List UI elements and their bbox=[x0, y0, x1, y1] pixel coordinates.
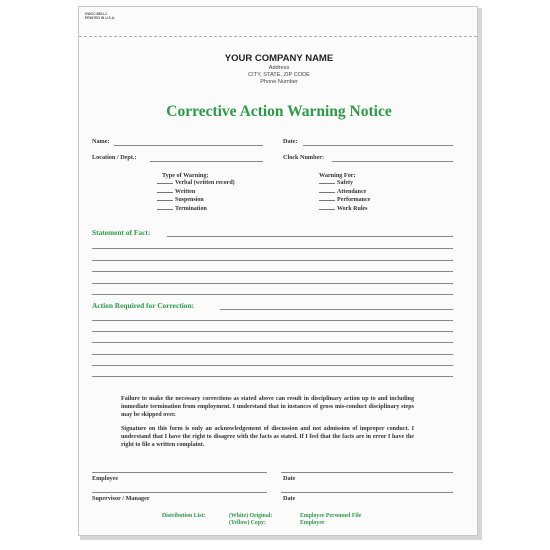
reason-option[interactable]: Safety bbox=[319, 179, 370, 188]
checkbox-blank[interactable] bbox=[157, 200, 173, 201]
type-option[interactable]: Verbal (written record) bbox=[157, 179, 235, 188]
statement-line[interactable] bbox=[92, 283, 453, 284]
warning-for-list bbox=[319, 179, 370, 213]
location-field[interactable] bbox=[150, 161, 263, 162]
supervisor-date-label: Date bbox=[283, 495, 296, 502]
checkbox-blank[interactable] bbox=[157, 192, 173, 193]
company-phone: Phone Number bbox=[260, 79, 298, 85]
name-label: Name: bbox=[92, 138, 110, 145]
disciplinary-paragraph: Failure to make the necessary corrections as stated above can result in disciplinary action up to and including immediate termination from employment. I understand that in instances of gross mis-conduct disciplinary steps may be skipped over. bbox=[121, 396, 414, 418]
statement-line[interactable] bbox=[167, 236, 453, 237]
distribution-destinations: Employee Personnel File Employee bbox=[300, 513, 362, 526]
employee-date-line[interactable] bbox=[281, 472, 453, 473]
acknowledgement-paragraph: Signature on this form is only an acknowledgement of discussion and not admission of improper conduct. I understand that I have the right to disagree with the facts as stated. If I feel that the facts are in error I have the right to file a written complaint. bbox=[121, 426, 414, 448]
company-name: YOUR COMPANY NAME bbox=[224, 53, 334, 64]
employee-signature-line[interactable] bbox=[92, 472, 267, 473]
checkbox-blank[interactable] bbox=[157, 209, 173, 210]
distribution-list-label: Distribution List: bbox=[162, 513, 206, 519]
form-page bbox=[78, 6, 478, 536]
clock-number-label: Clock Number: bbox=[283, 154, 325, 161]
name-field[interactable] bbox=[114, 145, 263, 146]
statement-of-fact-heading: Statement of Fact: bbox=[92, 228, 151, 237]
company-address: Address bbox=[268, 65, 290, 71]
type-option[interactable]: Suspension bbox=[157, 196, 235, 205]
action-line[interactable] bbox=[92, 365, 453, 366]
action-line[interactable] bbox=[220, 309, 453, 310]
type-of-warning-heading: Type of Warning: bbox=[162, 172, 209, 179]
checkbox-blank[interactable] bbox=[157, 183, 173, 184]
perforation-line bbox=[79, 36, 477, 37]
checkbox-blank[interactable] bbox=[319, 183, 335, 184]
type-of-warning-list bbox=[157, 179, 235, 213]
clock-number-field[interactable] bbox=[332, 161, 453, 162]
statement-line[interactable] bbox=[92, 260, 453, 261]
employee-label: Employee bbox=[92, 475, 119, 482]
reason-option[interactable]: Attendance bbox=[319, 188, 370, 197]
action-line[interactable] bbox=[92, 331, 453, 332]
supervisor-signature-line[interactable] bbox=[92, 492, 267, 493]
date-label: Date: bbox=[283, 138, 298, 145]
checkbox-blank[interactable] bbox=[319, 209, 335, 210]
type-option[interactable]: Written bbox=[157, 188, 235, 197]
action-line[interactable] bbox=[92, 320, 453, 321]
company-city-state-zip: CITY, STATE, ZIP CODE bbox=[248, 72, 310, 78]
supervisor-date-line[interactable] bbox=[281, 492, 453, 493]
reason-option[interactable]: Performance bbox=[319, 196, 370, 205]
warning-for-heading: Warning For: bbox=[319, 172, 356, 179]
statement-line[interactable] bbox=[92, 294, 453, 295]
distribution-copies: (White) Original: (Yellow) Copy: bbox=[229, 513, 273, 526]
statement-line[interactable] bbox=[92, 271, 453, 272]
location-label: Location / Dept.: bbox=[92, 154, 137, 161]
action-line[interactable] bbox=[92, 342, 453, 343]
checkbox-blank[interactable] bbox=[319, 192, 335, 193]
date-field[interactable] bbox=[303, 145, 453, 146]
form-title: Corrective Action Warning Notice bbox=[166, 103, 392, 120]
action-required-heading: Action Required for Correction: bbox=[92, 301, 195, 310]
type-option[interactable]: Termination bbox=[157, 205, 235, 214]
form-code: DWCC 8801-1 PRINTED IN U.S.A. bbox=[85, 12, 116, 20]
employee-date-label: Date bbox=[283, 475, 296, 482]
reason-option[interactable]: Work Rules bbox=[319, 205, 370, 214]
action-line[interactable] bbox=[92, 354, 453, 355]
statement-line[interactable] bbox=[92, 248, 453, 249]
checkbox-blank[interactable] bbox=[319, 200, 335, 201]
supervisor-label: Supervisor / Manager bbox=[92, 495, 150, 502]
action-line[interactable] bbox=[92, 376, 453, 377]
